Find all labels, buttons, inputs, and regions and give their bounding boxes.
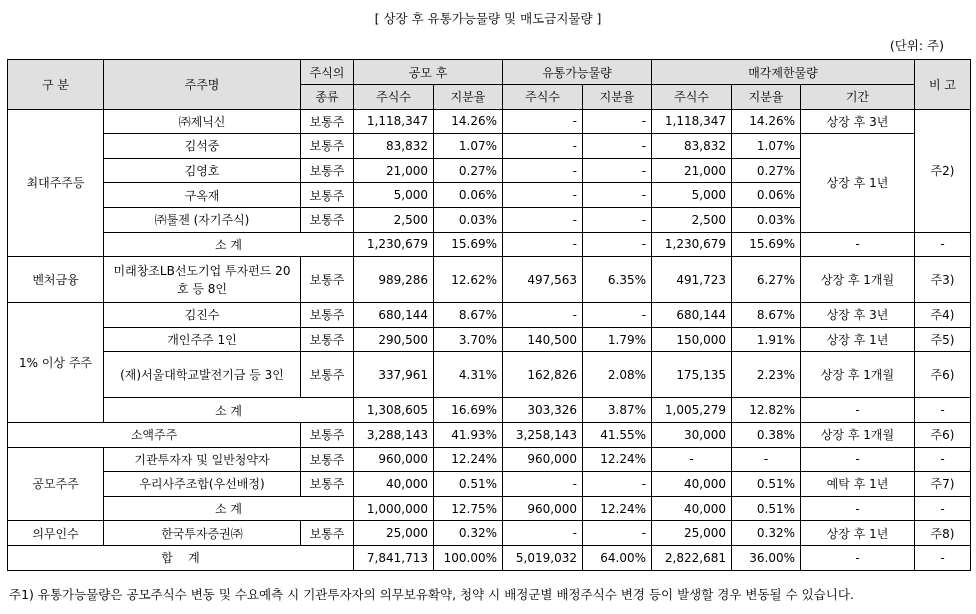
ratio-restricted: 0.32% <box>732 521 801 546</box>
shares-tradable: - <box>503 207 583 232</box>
holder-name: 김진수 <box>104 303 301 328</box>
ratio-tradable: - <box>583 521 652 546</box>
ratio-tradable: - <box>583 134 652 159</box>
table-row <box>8 257 971 303</box>
lockup-table <box>7 59 971 571</box>
table-row <box>8 327 971 352</box>
ratio-restricted: 8.67% <box>732 303 801 328</box>
shares-after-ipo: 40,000 <box>354 472 434 497</box>
table-row <box>8 109 971 134</box>
shares-restricted: 83,832 <box>652 134 732 159</box>
header-holder: 주주명 <box>104 60 301 110</box>
holder-name: (재)서울대학교발전기금 등 3인 <box>104 352 301 398</box>
ratio-restricted: 36.00% <box>732 545 801 570</box>
lockup-period: - <box>801 545 915 570</box>
section-obligation: 의무인수 <box>8 521 104 546</box>
ratio-restricted: 0.51% <box>732 472 801 497</box>
ratio-after-ipo: 15.69% <box>434 232 503 257</box>
shares-tradable: 960,000 <box>503 496 583 521</box>
ratio-tradable: 1.79% <box>583 327 652 352</box>
shares-restricted: 491,723 <box>652 257 732 303</box>
header-shares-1: 주식수 <box>354 85 434 110</box>
note-cell: 주8) <box>915 521 971 546</box>
ratio-tradable: - <box>583 472 652 497</box>
subtotal-label: 소 계 <box>104 496 354 521</box>
ratio-tradable: 41.55% <box>583 422 652 447</box>
shares-after-ipo: 1,118,347 <box>354 109 434 134</box>
shares-tradable: - <box>503 109 583 134</box>
ratio-after-ipo: 100.00% <box>434 545 503 570</box>
holder-name: ㈜툴젠 (자기주식) <box>104 207 301 232</box>
note-cell: - <box>915 447 971 472</box>
ratio-after-ipo: 0.51% <box>434 472 503 497</box>
table-row <box>8 472 971 497</box>
note-cell: - <box>915 545 971 570</box>
ratio-after-ipo: 1.07% <box>434 134 503 159</box>
stock-type: 보통주 <box>301 472 354 497</box>
shares-tradable: - <box>503 183 583 208</box>
shares-restricted: 40,000 <box>652 496 732 521</box>
header-stock-type-1: 주식의 <box>301 60 354 85</box>
ratio-after-ipo: 16.69% <box>434 398 503 423</box>
ratio-after-ipo: 4.31% <box>434 352 503 398</box>
shares-restricted: - <box>652 447 732 472</box>
stock-type: 보통주 <box>301 352 354 398</box>
holder-name: 개인주주 1인 <box>104 327 301 352</box>
shares-after-ipo: 21,000 <box>354 158 434 183</box>
shares-restricted: 5,000 <box>652 183 732 208</box>
table-row <box>8 521 971 546</box>
stock-type: 보통주 <box>301 207 354 232</box>
stock-type: 보통주 <box>301 158 354 183</box>
ratio-after-ipo: 3.70% <box>434 327 503 352</box>
subtotal-row <box>8 232 971 257</box>
total-row <box>8 545 971 570</box>
ratio-after-ipo: 14.26% <box>434 109 503 134</box>
note-cell: - <box>915 232 971 257</box>
stock-type: 보통주 <box>301 257 354 303</box>
ratio-restricted: 2.23% <box>732 352 801 398</box>
ratio-after-ipo: 12.24% <box>434 447 503 472</box>
ratio-restricted: 0.03% <box>732 207 801 232</box>
shares-after-ipo: 680,144 <box>354 303 434 328</box>
note-cell: - <box>915 398 971 423</box>
note-cell: 주3) <box>915 257 971 303</box>
header-stock-type-2: 종류 <box>301 85 354 110</box>
lockup-period: 예탁 후 1년 <box>801 472 915 497</box>
ratio-restricted: 1.07% <box>732 134 801 159</box>
ratio-after-ipo: 41.93% <box>434 422 503 447</box>
ratio-tradable: 12.24% <box>583 496 652 521</box>
holder-name: 기관투자자 및 일반청약자 <box>104 447 301 472</box>
ratio-restricted: 1.91% <box>732 327 801 352</box>
shares-tradable: - <box>503 472 583 497</box>
section-minor: 소액주주 <box>8 422 301 447</box>
stock-type: 보통주 <box>301 447 354 472</box>
ratio-restricted: - <box>732 447 801 472</box>
lockup-period: - <box>801 232 915 257</box>
ratio-tradable: 6.35% <box>583 257 652 303</box>
shares-restricted: 175,135 <box>652 352 732 398</box>
ratio-tradable: - <box>583 183 652 208</box>
ratio-tradable: - <box>583 207 652 232</box>
shares-after-ipo: 25,000 <box>354 521 434 546</box>
shares-restricted: 2,500 <box>652 207 732 232</box>
note-cell: 주6) <box>915 422 971 447</box>
shares-after-ipo: 2,500 <box>354 207 434 232</box>
ratio-after-ipo: 8.67% <box>434 303 503 328</box>
ratio-restricted: 0.38% <box>732 422 801 447</box>
shares-tradable: 162,826 <box>503 352 583 398</box>
lockup-period: 상장 후 1년 <box>801 134 915 232</box>
holder-name: 구옥재 <box>104 183 301 208</box>
note-cell: 주6) <box>915 352 971 398</box>
ratio-restricted: 0.27% <box>732 158 801 183</box>
shares-after-ipo: 3,288,143 <box>354 422 434 447</box>
note-cell: - <box>915 496 971 521</box>
header-ratio-3: 지분율 <box>732 85 801 110</box>
stock-type: 보통주 <box>301 303 354 328</box>
header-group: 구 분 <box>8 60 104 110</box>
ratio-after-ipo: 0.06% <box>434 183 503 208</box>
shares-after-ipo: 290,500 <box>354 327 434 352</box>
header-shares-3: 주식수 <box>652 85 732 110</box>
lockup-period: 상장 후 1개월 <box>801 422 915 447</box>
ratio-tradable: 64.00% <box>583 545 652 570</box>
table-row <box>8 303 971 328</box>
shares-after-ipo: 989,286 <box>354 257 434 303</box>
lockup-period: - <box>801 447 915 472</box>
ratio-after-ipo: 12.62% <box>434 257 503 303</box>
stock-type: 보통주 <box>301 422 354 447</box>
shares-tradable: 960,000 <box>503 447 583 472</box>
section-over1: 1% 이상 주주 <box>8 303 104 423</box>
ratio-tradable: 2.08% <box>583 352 652 398</box>
table-row <box>8 422 971 447</box>
ratio-restricted: 14.26% <box>732 109 801 134</box>
shares-tradable: - <box>503 158 583 183</box>
shares-restricted: 1,118,347 <box>652 109 732 134</box>
lockup-period: 상장 후 3년 <box>801 303 915 328</box>
holder-name: 김석중 <box>104 134 301 159</box>
shares-after-ipo: 960,000 <box>354 447 434 472</box>
stock-type: 보통주 <box>301 109 354 134</box>
shares-restricted: 25,000 <box>652 521 732 546</box>
shares-restricted: 1,005,279 <box>652 398 732 423</box>
section-venture: 벤처금융 <box>8 257 104 303</box>
lockup-period: 상장 후 1년 <box>801 521 915 546</box>
holder-name: 한국투자증권㈜ <box>104 521 301 546</box>
total-label: 합 계 <box>8 545 354 570</box>
ratio-tradable: - <box>583 109 652 134</box>
ratio-restricted: 0.06% <box>732 183 801 208</box>
shares-restricted: 40,000 <box>652 472 732 497</box>
note-cell: 주5) <box>915 327 971 352</box>
shares-tradable: 140,500 <box>503 327 583 352</box>
shares-restricted: 1,230,679 <box>652 232 732 257</box>
ratio-restricted: 6.27% <box>732 257 801 303</box>
subtotal-label: 소 계 <box>104 232 354 257</box>
ratio-after-ipo: 12.75% <box>434 496 503 521</box>
header-ratio-1: 지분율 <box>434 85 503 110</box>
stock-type: 보통주 <box>301 521 354 546</box>
unit-label: (단위: 주) <box>889 38 944 53</box>
header-note: 비 고 <box>915 60 971 110</box>
shares-restricted: 30,000 <box>652 422 732 447</box>
section-largest: 최대주주등 <box>8 109 104 257</box>
shares-tradable: 303,326 <box>503 398 583 423</box>
ratio-tradable: 12.24% <box>583 447 652 472</box>
header-shares-2: 주식수 <box>503 85 583 110</box>
header-period: 기간 <box>801 85 915 110</box>
table-row <box>8 447 971 472</box>
table-row <box>8 134 971 159</box>
shares-after-ipo: 1,308,605 <box>354 398 434 423</box>
lockup-period: 상장 후 1년 <box>801 327 915 352</box>
shares-after-ipo: 83,832 <box>354 134 434 159</box>
footnote: 주1) 유통가능물량은 공모주식수 변동 및 수요예측 시 기관투자자의 의무보유확약, 청약 시 배정군별 배정주식수 변경 등이 발생할 경우 변동될 수 있습니다. <box>9 587 854 602</box>
shares-restricted: 2,822,681 <box>652 545 732 570</box>
header-after-ipo: 공모 후 <box>354 60 503 85</box>
lockup-period: 상장 후 1개월 <box>801 257 915 303</box>
holder-name: 미래창조LB선도기업 투자펀드 20호 등 8인 <box>104 257 301 303</box>
header-ratio-2: 지분율 <box>583 85 652 110</box>
header-restricted: 매각제한물량 <box>652 60 915 85</box>
shares-tradable: - <box>503 232 583 257</box>
shares-after-ipo: 1,000,000 <box>354 496 434 521</box>
note-cell: 주7) <box>915 472 971 497</box>
ratio-restricted: 12.82% <box>732 398 801 423</box>
stock-type: 보통주 <box>301 183 354 208</box>
lockup-period: 상장 후 1개월 <box>801 352 915 398</box>
header-tradable: 유통가능물량 <box>503 60 652 85</box>
holder-name: ㈜제닉신 <box>104 109 301 134</box>
ratio-after-ipo: 0.27% <box>434 158 503 183</box>
ratio-tradable: - <box>583 232 652 257</box>
shares-after-ipo: 5,000 <box>354 183 434 208</box>
lockup-period: 상장 후 3년 <box>801 109 915 134</box>
shares-after-ipo: 1,230,679 <box>354 232 434 257</box>
ratio-tradable: - <box>583 303 652 328</box>
section-public: 공모주주 <box>8 447 104 521</box>
ratio-restricted: 0.51% <box>732 496 801 521</box>
table-title: [ 상장 후 유통가능물량 및 매도금지물량 ] <box>374 11 602 26</box>
shares-tradable: 497,563 <box>503 257 583 303</box>
ratio-after-ipo: 0.03% <box>434 207 503 232</box>
note-cell: 주2) <box>915 109 971 232</box>
subtotal-row <box>8 398 971 423</box>
table-row <box>8 352 971 398</box>
lockup-period: - <box>801 496 915 521</box>
ratio-tradable: 3.87% <box>583 398 652 423</box>
ratio-restricted: 15.69% <box>732 232 801 257</box>
shares-tradable: - <box>503 303 583 328</box>
shares-tradable: - <box>503 134 583 159</box>
shares-restricted: 21,000 <box>652 158 732 183</box>
holder-name: 우리사주조합(우선배정) <box>104 472 301 497</box>
shares-after-ipo: 337,961 <box>354 352 434 398</box>
holder-name: 김영호 <box>104 158 301 183</box>
shares-tradable: 5,019,032 <box>503 545 583 570</box>
shares-restricted: 150,000 <box>652 327 732 352</box>
stock-type: 보통주 <box>301 134 354 159</box>
subtotal-row <box>8 496 971 521</box>
ratio-tradable: - <box>583 158 652 183</box>
ratio-after-ipo: 0.32% <box>434 521 503 546</box>
subtotal-label: 소 계 <box>104 398 354 423</box>
shares-tradable: 3,258,143 <box>503 422 583 447</box>
shares-restricted: 680,144 <box>652 303 732 328</box>
shares-tradable: - <box>503 521 583 546</box>
lockup-period: - <box>801 398 915 423</box>
shares-after-ipo: 7,841,713 <box>354 545 434 570</box>
note-cell: 주4) <box>915 303 971 328</box>
stock-type: 보통주 <box>301 327 354 352</box>
